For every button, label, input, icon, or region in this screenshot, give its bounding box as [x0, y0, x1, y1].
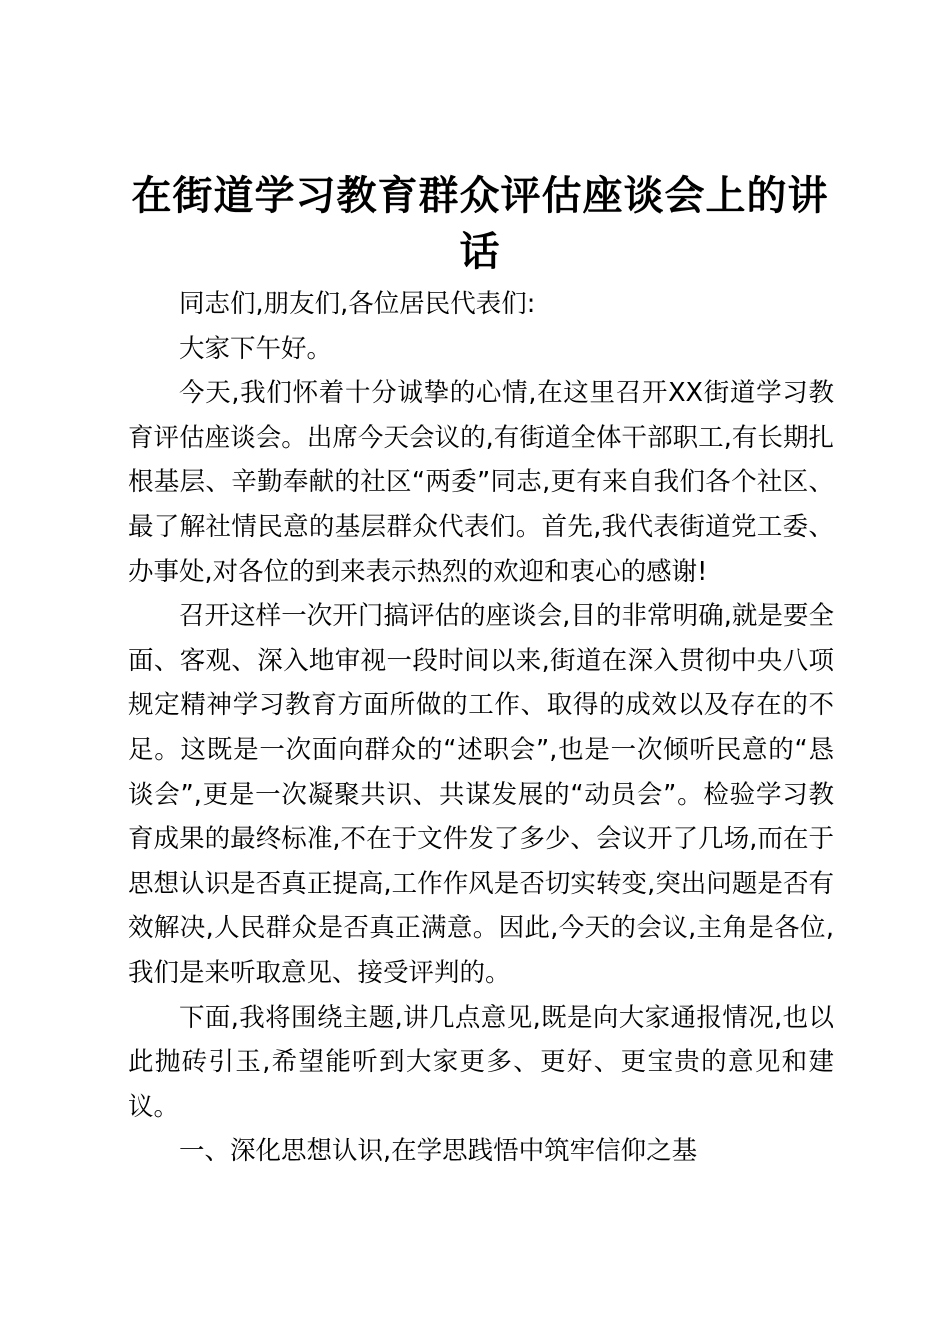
salutation: 同志们,朋友们,各位居民代表们:: [179, 289, 536, 319]
document-title: 在街道学习教育群众评估座谈会上的讲话: [131, 172, 829, 275]
greeting: 大家下午好。: [179, 333, 333, 364]
paragraph-purpose: 召开这样一次开门搞评估的座谈会,目的非常明确,就是要全面、客观、深入地审视一段时间以来,街道在深入贯彻中央八项规定精神学习教育方面所做的工作、取得的成效以及存在的不足。这既是一次面向群众的“述职会”,也是一次倾听民意的“恳谈会”,更是一次凝聚共识、共谋发展的“动员会”。检验学习教育成果的最终标准,不在于文件发了多少、会议开了几场,而在于思想认识是否真正提高,工作作风是否切实转变,突出问题是否有效解决,人民群众是否真正满意。因此,今天的会议,主角是各位,我们是来听取意见、接受评判的。: [128, 601, 834, 988]
document-body: [128, 282, 834, 1174]
paragraph-intro: 下面,我将围绕主题,讲几点意见,既是向大家通报情况,也以此抛砖引玉,希望能听到大家更多、更好、更宝贵的意见和建议。: [128, 1002, 834, 1122]
section-heading-1: 一、深化思想认识,在学思践悟中筑牢信仰之基: [179, 1136, 698, 1167]
paragraph-opening: 今天,我们怀着十分诚挚的心情,在这里召开XX街道学习教育评估座谈会。出席今天会议的,有街道全体干部职工,有长期扎根基层、辛勤奉献的社区“两委”同志,更有来自我们各个社区、最了解社情民意的基层群众代表们。首先,我代表街道党工委、办事处,对各位的到来表示热烈的欢迎和衷心的感谢!: [128, 378, 834, 587]
